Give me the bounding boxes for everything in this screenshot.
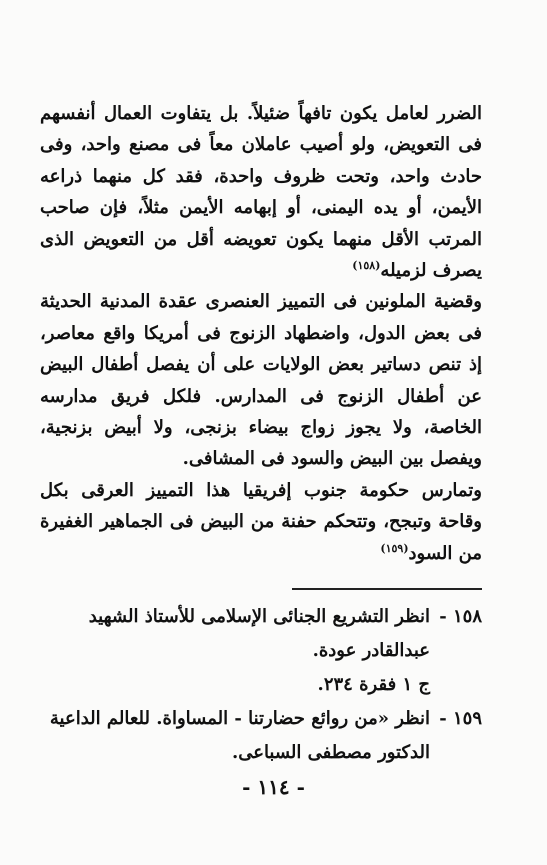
footnote-line: عبدالقادر عودة. [312, 640, 430, 661]
footnote-line: الدكتور مصطفى السباعى. [231, 742, 430, 763]
paragraph-2-text: وقضية الملونين فى التمييز العنصرى عقدة المدنية الحديثة فى بعض الدول، واضطهاد الزنوج فى أمريكا واقع معاصر، إذ تنص دساتير بعض الولايات على أن يفصل أطفال البيض عن أطفال الزنوج فى المدارس. فلكل فريق مدارسه الخاصة، ولا يجوز زواج بيضاء بزنجى، ولا أبيض بزنجية، ويفصل بين البيض والسود فى المشافى. [40, 291, 482, 470]
footnotes [40, 600, 482, 770]
footnote-number: ١٥٨ - [439, 606, 482, 627]
footnote-body [40, 600, 430, 702]
footnote-body [40, 702, 430, 770]
paragraph-3-text: وتمارس حكومة جنوب إفريقيا هذا التمييز العرقى بكل وقاحة وتبجح، وتتحكم حفنة من البيض فى الجماهير الغفيرة من السود [40, 479, 482, 564]
footnote-158 [40, 600, 482, 702]
footnote-159 [40, 702, 482, 770]
paragraph-1 [40, 98, 482, 286]
footnote-line: انظر التشريع الجنائى الإسلامى للأستاذ الشهيد [88, 606, 430, 627]
footnote-ref-159: (١٥٩) [380, 541, 409, 555]
footnote-number: ١٥٩ - [439, 708, 482, 729]
footnote-divider [292, 588, 482, 590]
footnote-line: ج ١ فقرة ٢٣٤. [317, 674, 430, 695]
footnote-ref-158: (١٥٨) [352, 259, 381, 273]
paragraph-1-text: الضرر لعامل يكون تافهاً ضئيلاً. بل يتفاوت العمال أنفسهم فى التعويض، ولو أصيب عاملان معاً فى مصنع واحد، وفى حادث واحد، وتحت ظروف واحدة، فقد كل منهما ذراعه الأيمن، أو يده اليمنى، أو إبهامه الأيمن مثلاً، فإن صاحب المرتب الأقل منهما يكون تعويضه أقل من التعويض الذى يصرف لزميله [40, 103, 482, 282]
footnote-line: انظر «من روائع حضارتنا - المساواة. للعالم الداعية [49, 708, 430, 729]
paragraph-2 [40, 286, 482, 474]
page-number: - ١١٤ - [242, 775, 305, 799]
paragraph-3 [40, 475, 482, 569]
main-text [40, 98, 482, 569]
